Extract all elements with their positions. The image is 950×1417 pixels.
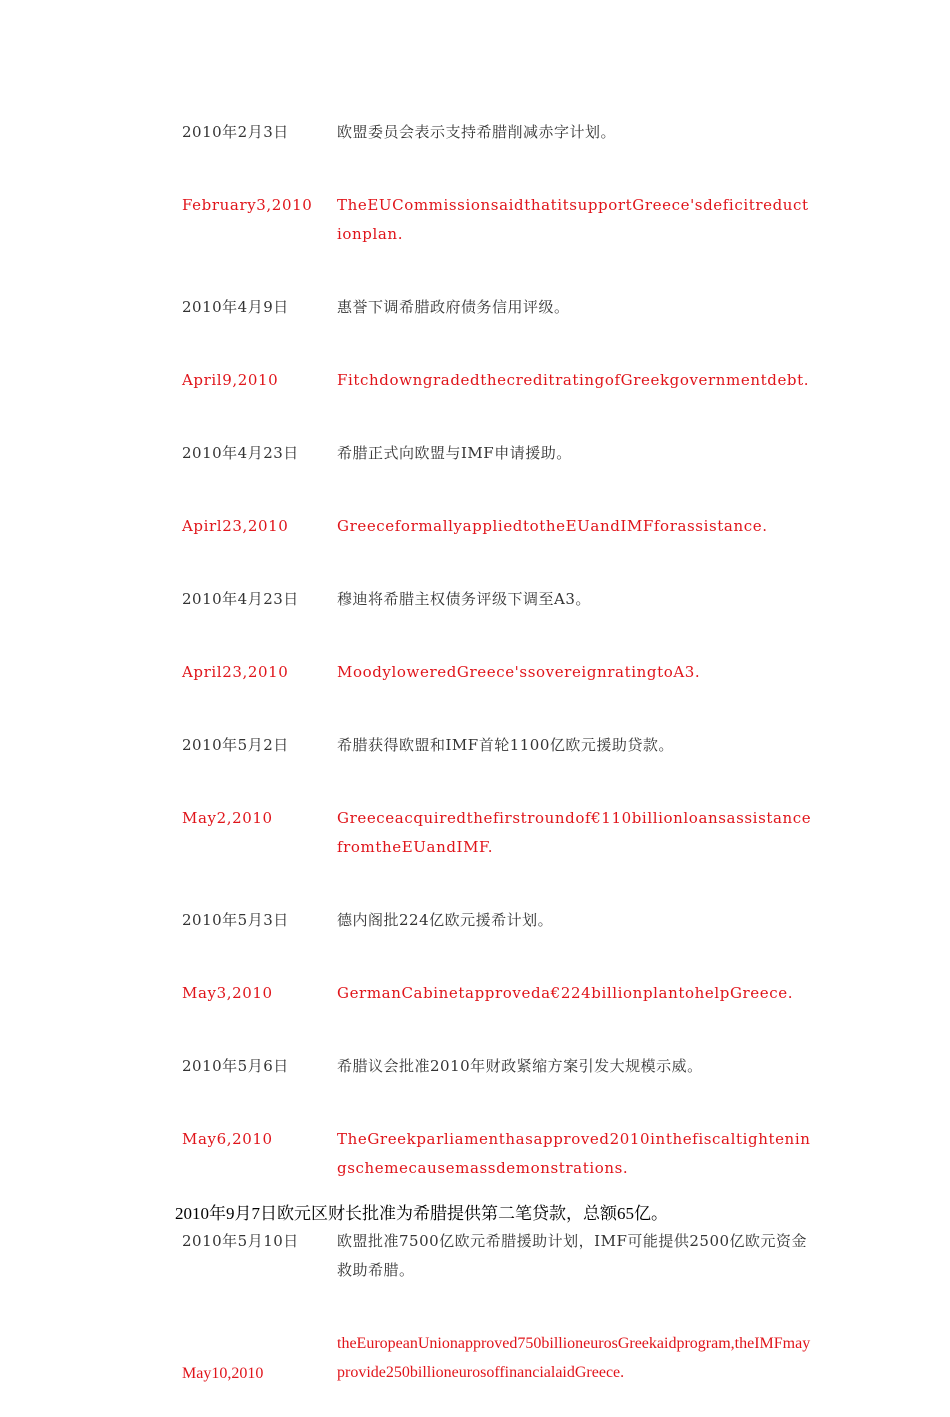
timeline-event: TheGreekparliamenthasapproved2010inthefiscaltighteningschemecausemassdemonstrations. <box>337 1130 811 1177</box>
timeline-row-en <box>172 965 814 1038</box>
timeline-row-zh <box>172 571 814 644</box>
timeline-row-zh <box>172 1038 814 1111</box>
timeline-row-en <box>172 1315 814 1417</box>
timeline-event: TheEUCommissionsaidthatitsupportGreece'sdeficitreductionplan. <box>337 196 809 243</box>
timeline-row-en <box>172 1111 814 1213</box>
timeline-date: 2010年2月3日 <box>182 123 289 141</box>
timeline-row-en <box>172 790 814 892</box>
timeline-date: 2010年5月2日 <box>182 736 289 754</box>
timeline-event: 欧盟批准7500亿欧元希腊援助计划，IMF可能提供2500亿欧元资金救助希腊。 <box>337 1232 808 1279</box>
timeline-date: 2010年5月3日 <box>182 911 289 929</box>
timeline-row-en <box>172 177 814 279</box>
timeline-event: 希腊获得欧盟和IMF首轮1100亿欧元援助贷款。 <box>337 736 674 754</box>
timeline-event: GermanCabinetapproveda€224billionplantohelpGreece. <box>337 984 794 1002</box>
timeline-date: May3,2010 <box>182 984 273 1002</box>
timeline-event: 惠誉下调希腊政府债务信用评级。 <box>337 298 570 316</box>
timeline-date: 2010年4月23日 <box>182 590 299 608</box>
timeline-event: GreeceformallyappliedtotheEUandIMFforassistance. <box>337 517 768 535</box>
timeline-date: Apirl23,2010 <box>182 517 289 535</box>
timeline-event: Greeceacquiredthefirstroundof€110billionloansassistancefromtheEUandIMF. <box>337 809 812 856</box>
timeline-event: FitchdowngradedthecreditratingofGreekgovernmentdebt. <box>337 371 810 389</box>
timeline-row-zh <box>172 892 814 965</box>
timeline-date: February3,2010 <box>182 196 313 214</box>
timeline-event: theEuropeanUnionapproved750billioneurosGreekaidprogram,theIMFmayprovide250billioneurosoffinancialaidGreece. <box>337 1335 811 1381</box>
timeline-date: 2010年4月23日 <box>182 444 299 462</box>
timeline-row-zh <box>172 425 814 498</box>
timeline-row-zh <box>172 104 814 177</box>
timeline-date: April9,2010 <box>182 371 279 389</box>
timeline-event: 穆迪将希腊主权债务评级下调至A3。 <box>337 590 591 608</box>
timeline-event: MoodyloweredGreece'ssovereignratingtoA3. <box>337 663 701 681</box>
timeline-event: 希腊正式向欧盟与IMF申请援助。 <box>337 444 572 462</box>
timeline-event: 德内阁批224亿欧元援希计划。 <box>337 911 554 929</box>
timeline-row-zh <box>172 1213 814 1315</box>
timeline-date: May10,2010 <box>182 1364 264 1382</box>
timeline-date: May6,2010 <box>182 1130 273 1148</box>
timeline-date: 2010年4月9日 <box>182 298 289 316</box>
footer-text: 2010年9月7日欧元区财长批准为希腊提供第二笔贷款，总额65亿。 <box>175 1204 668 1223</box>
timeline-row-en <box>172 498 814 571</box>
timeline-date: 2010年5月10日 <box>182 1232 299 1250</box>
timeline-row-en <box>172 644 814 717</box>
timeline-event: 希腊议会批准2010年财政紧缩方案引发大规模示威。 <box>337 1057 703 1075</box>
timeline-date: May2,2010 <box>182 809 273 827</box>
timeline-row-zh <box>172 717 814 790</box>
timeline-date: 2010年5月6日 <box>182 1057 289 1075</box>
timeline-row-en <box>172 352 814 425</box>
timeline-event: 欧盟委员会表示支持希腊削减赤字计划。 <box>337 123 617 141</box>
timeline-date: April23,2010 <box>182 663 289 681</box>
timeline-row-zh <box>172 279 814 352</box>
